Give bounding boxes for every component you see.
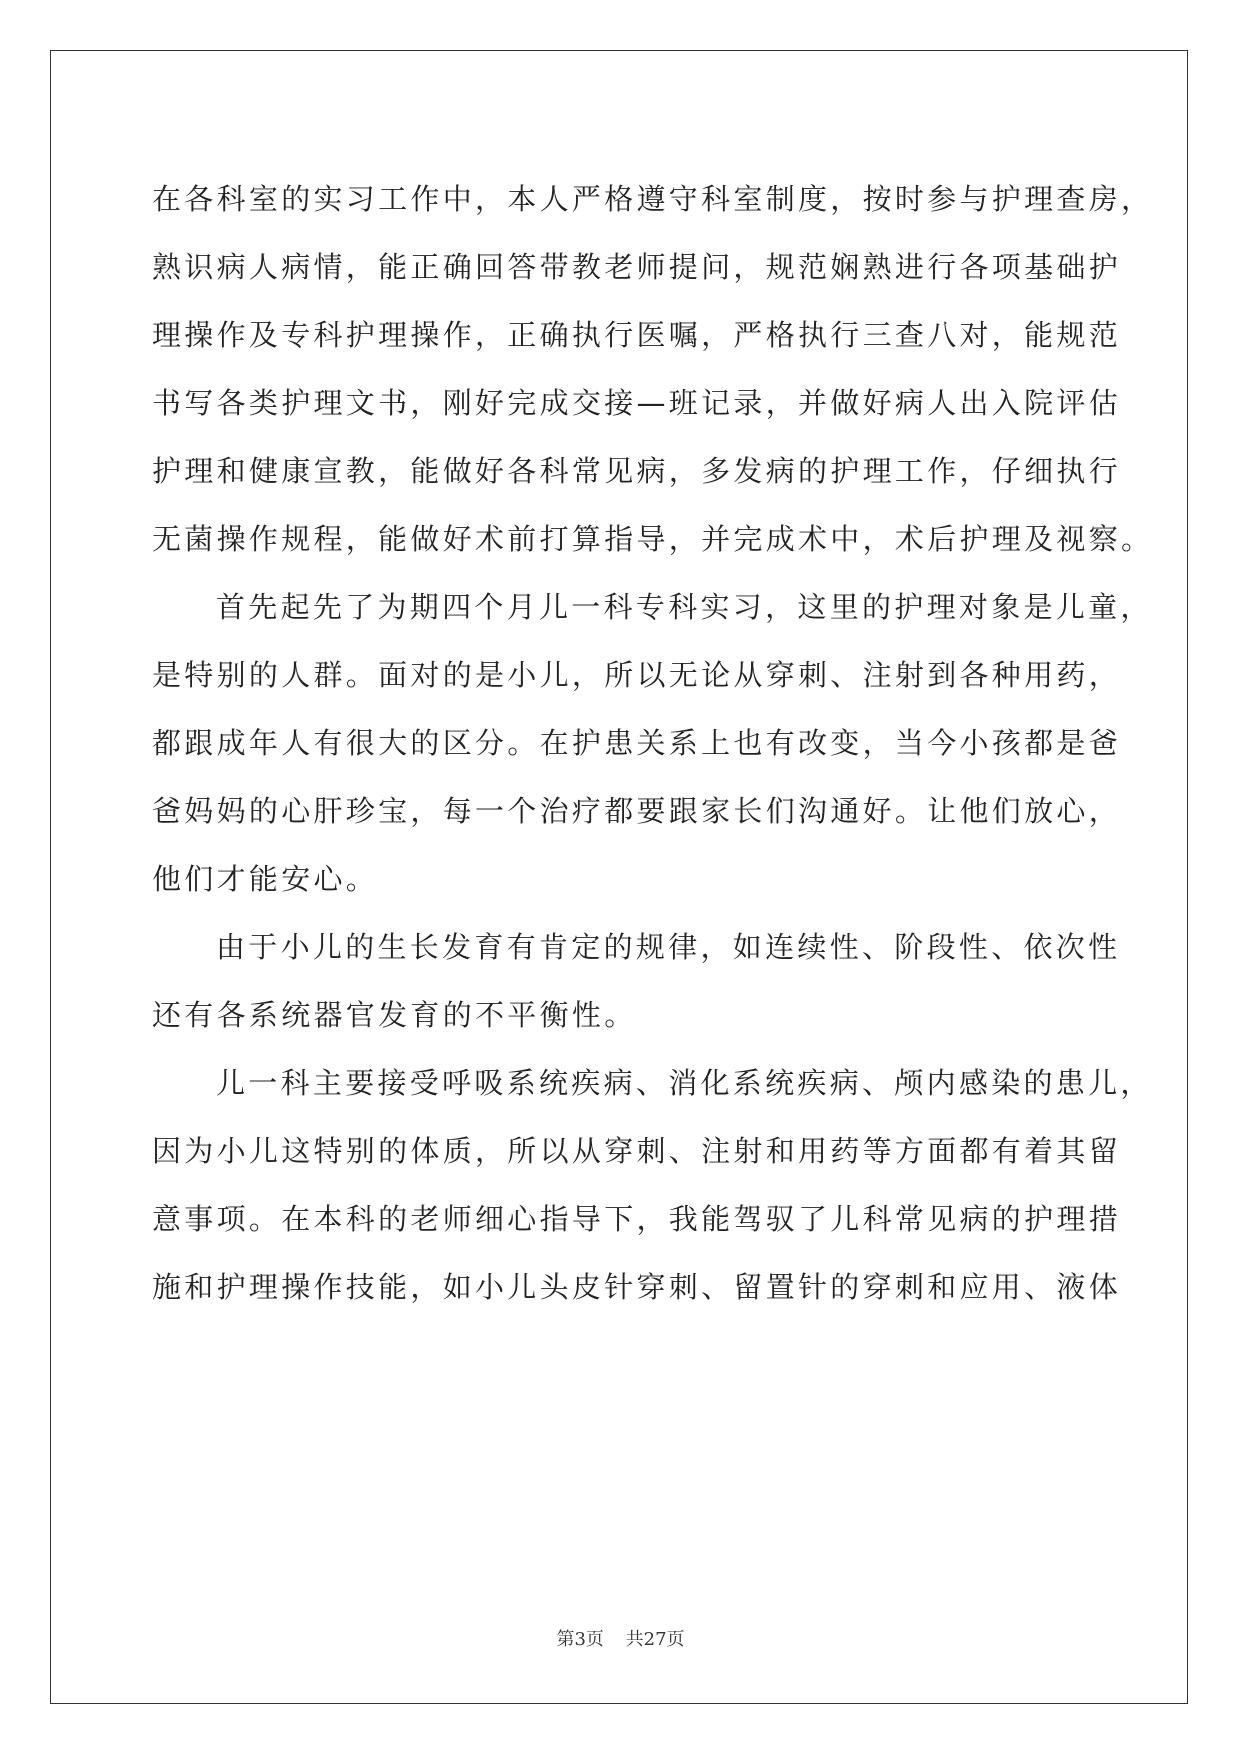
text-line: 他们才能安心。	[152, 862, 379, 896]
current-page-number: 第3页	[556, 1629, 604, 1650]
text-line: 熟识病人病情，能正确回答带教老师提问，规范娴熟进行各项基础护	[152, 250, 1122, 284]
text-line: 施和护理操作技能，如小儿头皮针穿刺、留置针的穿刺和应用、液体	[152, 1270, 1122, 1304]
text-line: 都跟成年人有很大的区分。在护患关系上也有改变，当今小孩都是爸	[152, 726, 1122, 760]
text-line: 书写各类护理文书，刚好完成交接—班记录，并做好病人出入院评估	[152, 386, 1122, 420]
text-line: 因为小儿这特别的体质，所以从穿刺、注射和用药等方面都有着其留	[152, 1134, 1122, 1168]
text-line: 首先起先了为期四个月儿一科专科实习，这里的护理对象是儿童，	[216, 590, 1153, 624]
page-footer	[0, 1625, 1241, 1651]
text-line: 爸妈妈的心肝珍宝，每一个治疗都要跟家长们沟通好。让他们放心，	[152, 794, 1122, 828]
text-line: 无菌操作规程，能做好术前打算指导，并完成术中，术后护理及视察。	[152, 522, 1154, 556]
text-line: 理操作及专科护理操作，正确执行医嘱，严格执行三查八对，能规范	[152, 318, 1122, 352]
text-line: 护理和健康宣教，能做好各科常见病，多发病的护理工作，仔细执行	[152, 454, 1122, 488]
text-line: 还有各系统器官发育的不平衡性。	[152, 998, 637, 1032]
text-line: 由于小儿的生长发育有肯定的规律，如连续性、阶段性、依次性	[216, 930, 1121, 964]
text-line: 意事项。在本科的老师细心指导下，我能驾驭了儿科常见病的护理措	[152, 1202, 1122, 1236]
text-line: 是特别的人群。面对的是小儿，所以无论从穿刺、注射到各种用药，	[152, 658, 1122, 692]
text-line: 儿一科主要接受呼吸系统疾病、消化系统疾病、颅内感染的患儿，	[216, 1066, 1153, 1100]
document-body	[152, 165, 1154, 1321]
total-page-count: 共27页	[625, 1629, 685, 1650]
text-line: 在各科室的实习工作中，本人严格遵守科室制度，按时参与护理查房，	[152, 182, 1154, 216]
